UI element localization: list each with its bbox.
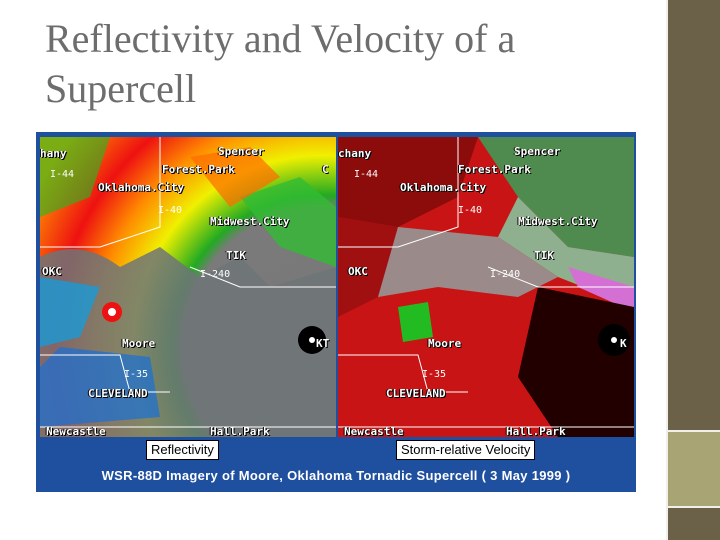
slide-title (45, 14, 655, 114)
map-label-okc-right: OKC (348, 265, 368, 278)
slide-title-line2: Supercell (45, 66, 197, 111)
map-label-ktlx-right: K (620, 337, 627, 350)
map-label-midwest-city-right: Midwest.City (518, 215, 598, 228)
map-label-okc: OKC (42, 265, 62, 278)
reflectivity-label: Reflectivity (146, 440, 219, 460)
map-label-bethany-right: chany (338, 147, 372, 160)
map-label-i35: I-35 (124, 369, 149, 380)
map-label-midwest-city: Midwest.City (210, 215, 290, 228)
map-label-hall-park-right: Hall.Park (506, 425, 566, 437)
map-label-hall-park: Hall.Park (210, 425, 270, 437)
map-label-ktlx: KT (316, 337, 330, 350)
map-label-i35-right: I-35 (422, 369, 447, 380)
figure-caption: WSR-88D Imagery of Moore, Oklahoma Tornadic Supercell ( 3 May 1999 ) (101, 468, 571, 483)
slide-title-line1: Reflectivity and Velocity of a (45, 16, 516, 61)
map-label-newcastle-right: Newcastle (344, 425, 404, 437)
map-label-spencer-right: Spencer (514, 145, 561, 158)
velocity-label: Storm-relative Velocity (396, 440, 535, 460)
map-label-i240: I-240 (200, 269, 231, 280)
map-label-tik-right: TIK (534, 249, 554, 262)
map-label-oklahoma-city-right: Oklahoma.City (400, 181, 487, 194)
map-label-cleveland-right: CLEVELAND (386, 387, 446, 400)
map-label-forest-park: Forest.Park (162, 163, 235, 176)
side-strip-olive (668, 432, 720, 506)
map-label-moore: Moore (122, 337, 156, 350)
map-label-i40: I-40 (158, 205, 183, 216)
map-label-i44: I-44 (50, 169, 75, 180)
map-label-c-edge: C (322, 163, 329, 176)
map-label-spencer: Spencer (218, 145, 265, 158)
map-label-i44-right: I-44 (354, 169, 379, 180)
velocity-panel (338, 137, 634, 437)
radar-figure (36, 132, 636, 492)
map-label-i40-right: I-40 (458, 205, 483, 216)
map-label-oklahoma-city: Oklahoma.City (98, 181, 185, 194)
side-strip-dark (668, 0, 720, 430)
map-label-bethany: hany (40, 147, 67, 160)
map-label-i240-right: I-240 (490, 269, 521, 280)
side-strip-bottom (668, 508, 720, 540)
map-label-tik: TIK (226, 249, 246, 262)
reflectivity-image (40, 137, 336, 437)
map-label-forest-park-right: Forest.Park (458, 163, 531, 176)
map-label-newcastle: Newcastle (46, 425, 106, 437)
map-label-moore-right: Moore (428, 337, 462, 350)
map-label-cleveland: CLEVELAND (88, 387, 148, 400)
reflectivity-panel (40, 137, 336, 437)
